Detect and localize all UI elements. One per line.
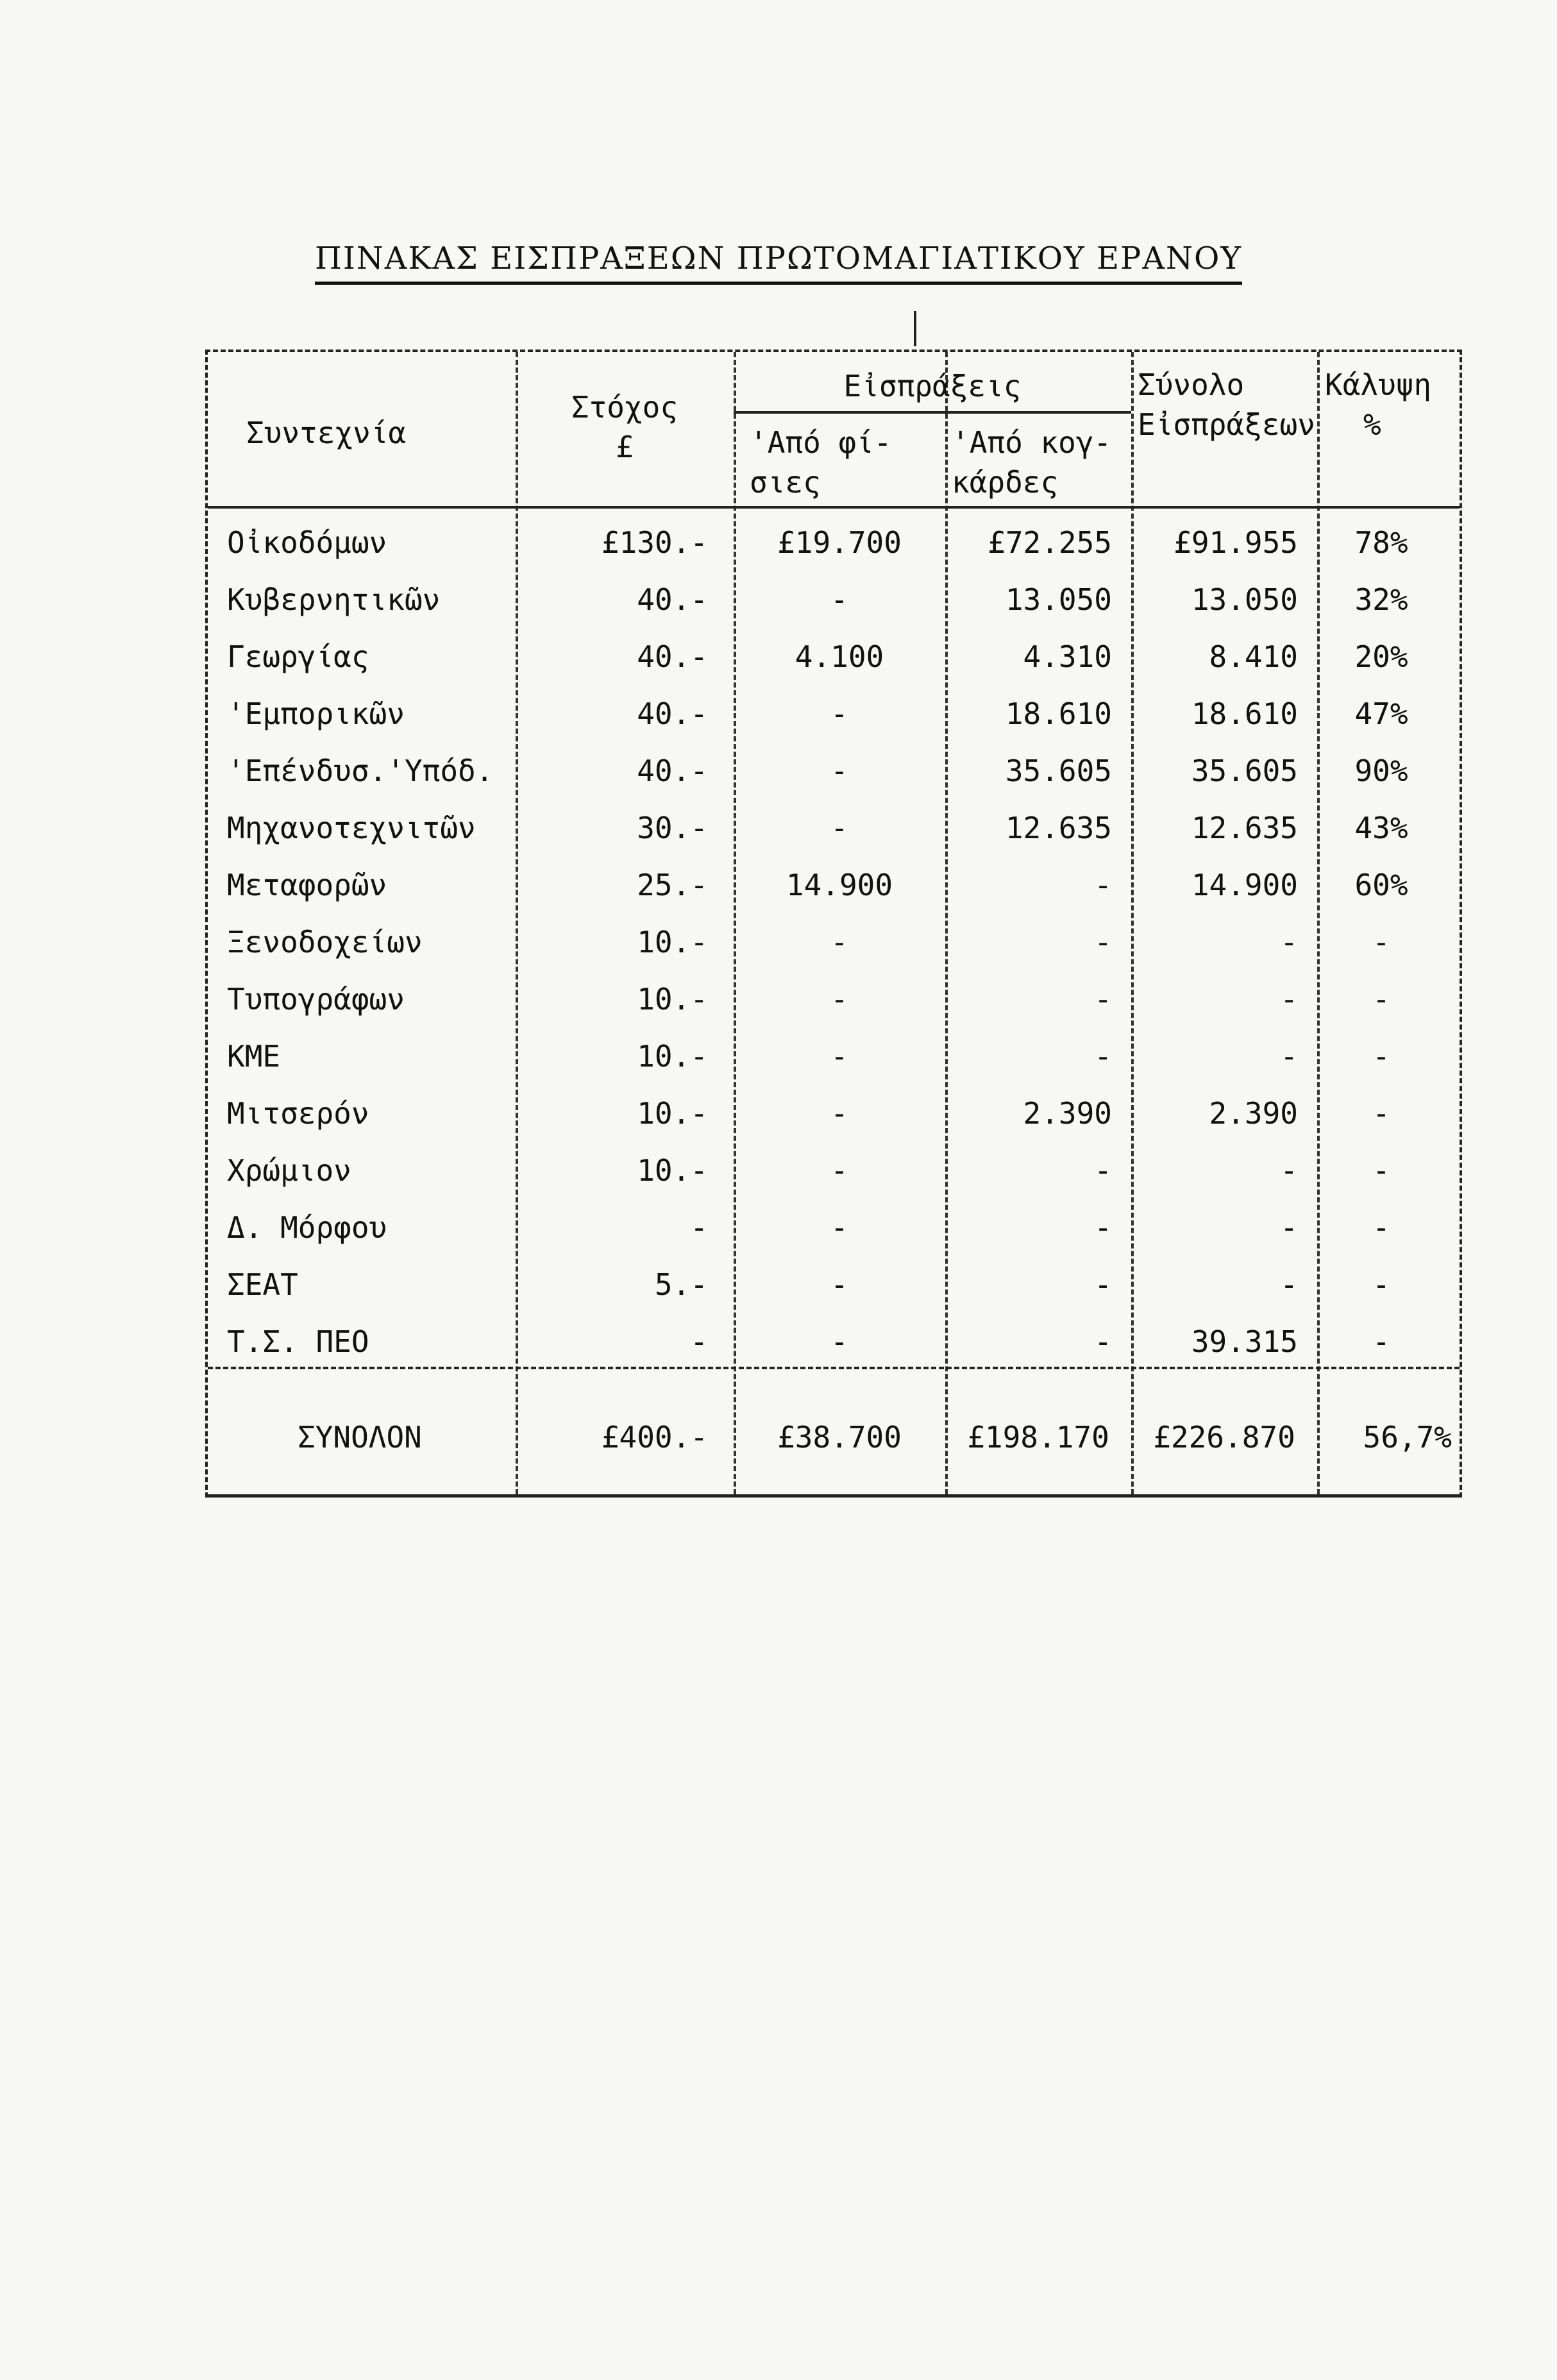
- table-cell-friends: 14.900: [786, 868, 893, 902]
- receipts-table: [205, 350, 1462, 1498]
- table-cell-boxes: 13.050: [1005, 582, 1112, 617]
- total-divider: [208, 1367, 1460, 1369]
- header-divider: [208, 506, 1460, 509]
- table-cell-friends: -: [830, 1039, 848, 1074]
- table-cell-boxes: -: [1094, 925, 1112, 959]
- table-cell-friends: -: [830, 982, 848, 1017]
- header-total-line1: Σύνολο: [1138, 367, 1245, 402]
- table-cell-target: 40.-: [637, 696, 708, 731]
- header-total: [1138, 365, 1315, 444]
- col-divider: [1131, 352, 1134, 1494]
- total-target: £400.-: [601, 1420, 708, 1455]
- table-cell-union: Τ.Σ. ΠΕΟ: [227, 1324, 369, 1359]
- table-cell-boxes: -: [1094, 1267, 1112, 1302]
- table-cell-target: 10.-: [637, 1039, 708, 1074]
- header-receipts: Εἰσπράξεις: [843, 369, 1022, 403]
- table-cell-boxes: -: [1094, 1039, 1112, 1074]
- title-tick-mark: [914, 311, 916, 346]
- header-from-boxes: [952, 423, 1111, 502]
- table-cell-target: 10.-: [637, 1153, 708, 1188]
- table-cell-total: -: [1280, 982, 1298, 1017]
- table-cell-total: 18.610: [1191, 696, 1298, 731]
- table-cell-union: 'Επένδυσ.'Υπόδ.: [227, 754, 494, 788]
- table-cell-union: Δ. Μόρφου: [227, 1210, 387, 1245]
- total-total: £226.870: [1153, 1420, 1295, 1455]
- table-cell-union: 'Εμπορικῶν: [227, 696, 405, 731]
- table-cell-boxes: -: [1094, 982, 1112, 1017]
- table-cell-union: Μεταφορῶν: [227, 868, 387, 902]
- table-cell-coverage: 43%: [1354, 811, 1408, 845]
- table-cell-union: Κυβερνητικῶν: [227, 582, 441, 617]
- table-cell-target: 10.-: [637, 1096, 708, 1131]
- table-cell-boxes: £72.255: [988, 525, 1112, 560]
- table-cell-coverage: -: [1372, 1267, 1390, 1302]
- table-cell-coverage: -: [1372, 1039, 1390, 1074]
- table-cell-total: -: [1280, 1210, 1298, 1245]
- table-cell-boxes: 12.635: [1005, 811, 1112, 845]
- table-cell-total: £91.955: [1174, 525, 1298, 560]
- table-cell-total: 13.050: [1191, 582, 1298, 617]
- header-from-friends-line1: 'Από φί-: [750, 425, 892, 460]
- table-cell-target: -: [690, 1210, 708, 1245]
- table-cell-union: Οἰκοδόμων: [227, 525, 387, 560]
- table-cell-target: 40.-: [637, 582, 708, 617]
- table-cell-target: 5.-: [654, 1267, 708, 1302]
- table-cell-friends: -: [830, 1324, 848, 1359]
- header-from-friends-line2: σιες: [750, 465, 821, 500]
- table-cell-friends: -: [830, 1210, 848, 1245]
- table-cell-coverage: -: [1372, 1210, 1390, 1245]
- table-cell-target: £130.-: [601, 525, 708, 560]
- table-cell-target: 40.-: [637, 754, 708, 788]
- table-cell-target: 10.-: [637, 982, 708, 1017]
- table-cell-target: 30.-: [637, 811, 708, 845]
- col-divider: [516, 352, 518, 1494]
- table-cell-friends: -: [830, 696, 848, 731]
- table-cell-total: -: [1280, 1039, 1298, 1074]
- table-cell-total: 35.605: [1191, 754, 1298, 788]
- table-cell-boxes: -: [1094, 1153, 1112, 1188]
- col-divider: [734, 352, 736, 1494]
- table-cell-total: 2.390: [1209, 1096, 1298, 1131]
- table-cell-coverage: -: [1372, 925, 1390, 959]
- total-union: ΣΥΝΟΛΟΝ: [298, 1420, 422, 1455]
- table-cell-total: 39.315: [1191, 1324, 1298, 1359]
- table-cell-union: Χρώμιον: [227, 1153, 351, 1188]
- table-cell-friends: -: [830, 1096, 848, 1131]
- total-boxes: £198.170: [967, 1420, 1109, 1455]
- table-cell-union: Γεωργίας: [227, 639, 369, 674]
- table-cell-coverage: -: [1372, 1096, 1390, 1131]
- table-cell-boxes: -: [1094, 1324, 1112, 1359]
- table-cell-total: 8.410: [1209, 639, 1298, 674]
- table-cell-coverage: 60%: [1354, 868, 1408, 902]
- table-cell-friends: -: [830, 754, 848, 788]
- table-cell-total: -: [1280, 925, 1298, 959]
- table-cell-union: Ξενοδοχείων: [227, 925, 423, 959]
- header-from-boxes-line1: 'Από κογ-: [952, 425, 1112, 460]
- table-cell-friends: 4.100: [795, 639, 884, 674]
- table-cell-target: -: [690, 1324, 708, 1359]
- table-cell-friends: £19.700: [777, 525, 902, 560]
- table-cell-total: 12.635: [1191, 811, 1298, 845]
- table-cell-union: ΣΕΑΤ: [227, 1267, 298, 1302]
- header-target-line1: Στόχος: [571, 390, 678, 425]
- table-cell-boxes: 2.390: [1023, 1096, 1112, 1131]
- total-coverage: 56,7%: [1363, 1420, 1452, 1455]
- table-cell-union: Τυπογράφων: [227, 982, 405, 1017]
- table-cell-coverage: 47%: [1354, 696, 1408, 731]
- table-cell-target: 10.-: [637, 925, 708, 959]
- table-cell-boxes: 18.610: [1005, 696, 1112, 731]
- table-cell-boxes: 4.310: [1023, 639, 1112, 674]
- table-cell-target: 40.-: [637, 639, 708, 674]
- total-friends: £38.700: [777, 1420, 902, 1455]
- table-cell-coverage: 90%: [1354, 754, 1408, 788]
- table-cell-friends: -: [830, 1153, 848, 1188]
- table-cell-coverage: -: [1372, 1324, 1390, 1359]
- header-from-friends: [750, 423, 892, 502]
- table-cell-boxes: 35.605: [1005, 754, 1112, 788]
- table-cell-boxes: -: [1094, 868, 1112, 902]
- table-cell-total: 14.900: [1191, 868, 1298, 902]
- table-cell-boxes: -: [1094, 1210, 1112, 1245]
- table-cell-friends: -: [830, 582, 848, 617]
- header-target-line2: £: [616, 430, 634, 464]
- header-coverage-line1: Κάλυψη: [1325, 367, 1432, 402]
- col-divider: [1317, 352, 1320, 1494]
- table-cell-coverage: 78%: [1354, 525, 1408, 560]
- table-cell-coverage: -: [1372, 982, 1390, 1017]
- receipts-subdivider: [734, 411, 1131, 414]
- table-cell-coverage: -: [1372, 1153, 1390, 1188]
- table-cell-union: Μηχανοτεχνιτῶν: [227, 811, 476, 845]
- header-target: [516, 387, 734, 467]
- col-divider: [945, 352, 948, 1494]
- header-union: Συντεχνία: [246, 416, 407, 450]
- table-cell-friends: -: [830, 811, 848, 845]
- header-coverage: [1325, 365, 1431, 444]
- table-cell-total: -: [1280, 1267, 1298, 1302]
- table-cell-coverage: 32%: [1354, 582, 1408, 617]
- table-cell-coverage: 20%: [1354, 639, 1408, 674]
- header-coverage-line2: %: [1363, 407, 1381, 442]
- header-total-line2: Εἰσπράξεων: [1138, 407, 1315, 442]
- header-from-boxes-line2: κάρδες: [952, 465, 1059, 500]
- table-cell-union: Μιτσερόν: [227, 1096, 369, 1131]
- table-cell-union: ΚΜΕ: [227, 1039, 281, 1074]
- document-title-text: ΠΙΝΑΚΑΣ ΕΙΣΠΡΑΞΕΩΝ ΠΡΩΤΟΜΑΓΙΑΤΙΚΟΥ ΕΡΑΝΟΥ: [315, 241, 1242, 285]
- table-cell-friends: -: [830, 1267, 848, 1302]
- document-title: [0, 241, 1557, 276]
- table-cell-total: -: [1280, 1153, 1298, 1188]
- table-cell-friends: -: [830, 925, 848, 959]
- table-cell-target: 25.-: [637, 868, 708, 902]
